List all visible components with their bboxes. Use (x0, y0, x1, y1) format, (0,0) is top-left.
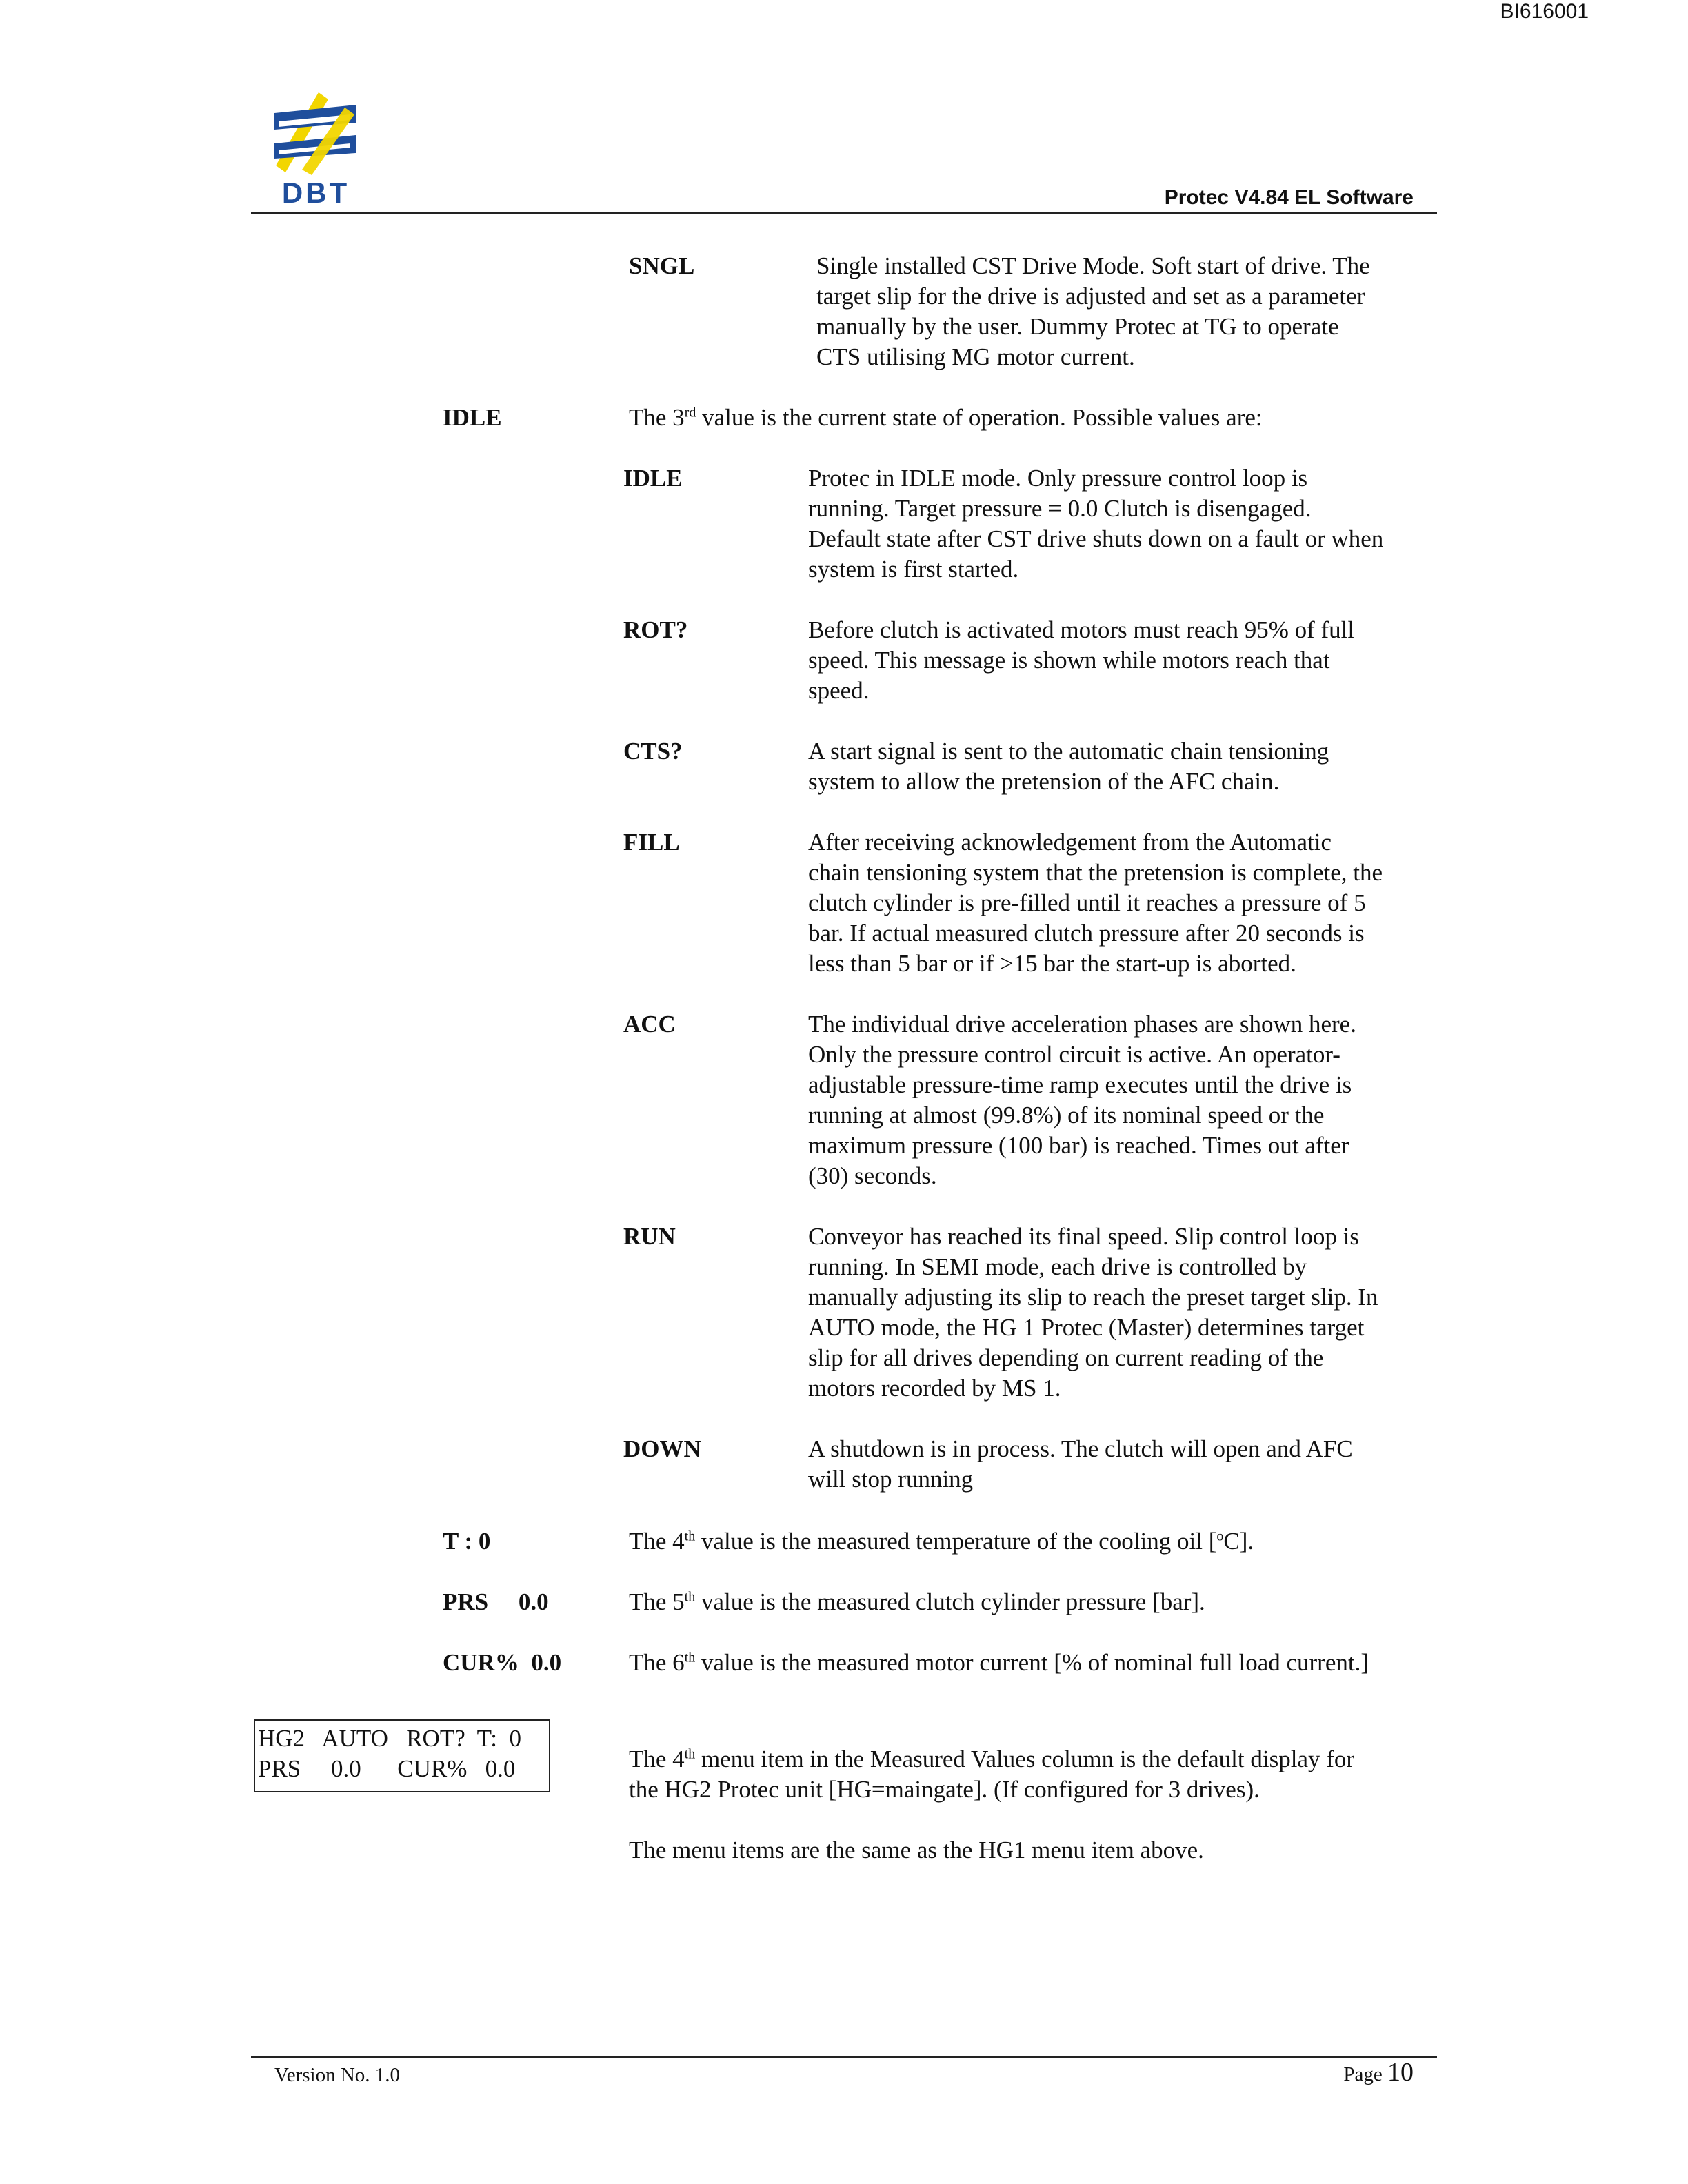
term-run: RUN (623, 1223, 676, 1250)
hg2-display-box (254, 1719, 550, 1792)
menu-item-description: The 4th menu item in the Measured Values column is the default display for the HG2 Protec unit [HG=maingate]. (If configured for 3 drives). (629, 1746, 1355, 1803)
term-sngl: SNGL (629, 252, 695, 279)
dbt-logo-mark (273, 90, 359, 210)
term-temperature: T : 0 (443, 1528, 491, 1555)
dbt-logo (273, 90, 359, 210)
document-title: Protec V4.84 EL Software (1164, 186, 1414, 209)
temperature-description: The 4th value is the measured temperature of the cooling oil [$^o$C]. (629, 1528, 1254, 1555)
cts-description: A start signal is sent to the automatic chain tensioning system to allow the pretension of the AFC chain. (808, 738, 1329, 795)
term-current: CUR% 0.0 (443, 1649, 562, 1676)
footer-rule (251, 2056, 1437, 2058)
term-rot: ROT? (623, 616, 688, 643)
term-idle-field: IDLE (443, 404, 502, 431)
run-description: Conveyor has reached its final speed. Slip control loop is running. In SEMI mode, each drive is controlled by manually adjusting its slip to reach the preset target slip. In AUTO mode, the HG 1 Protec (Master) determines target slip for all drives depending on current reading of the motors recorded by MS 1. (808, 1223, 1378, 1402)
acc-description: The individual drive acceleration phases are shown here. Only the pressure control circuit is active. An operator- adjustable pressure-time ramp executes until the drive is running at almost (99.8%) of its nominal speed or the maximum pressure (100 bar) is reached. Times out after (30) seconds. (808, 1011, 1356, 1189)
idle-description: Protec in IDLE mode. Only pressure control loop is running. Target pressure = 0.0 Clutch is disengaged. Default state after CST drive shuts down on a fault or when system is first started. (808, 465, 1384, 583)
down-description: A shutdown is in process. The clutch will open and AFC will stop running (808, 1435, 1353, 1493)
page-number: Page 10 (1343, 2058, 1414, 2087)
rot-description: Before clutch is activated motors must reach 95% of full speed. This message is shown while motors reach that speed. (808, 616, 1355, 704)
fill-description: After receiving acknowledgement from the Automatic chain tensioning system that the pretension is complete, the clutch cylinder is pre-filled until it reaches a pressure of 5 bar. If actual measured clutch pressure after 20 seconds is less than 5 bar or if >15 bar the start-up is aborted. (808, 829, 1383, 977)
menu-note: The menu items are the same as the HG1 menu item above. (629, 1837, 1204, 1863)
term-acc: ACC (623, 1011, 676, 1038)
term-pressure: PRS 0.0 (443, 1588, 549, 1615)
current-description: The 6th value is the measured motor current [% of nominal full load current.] (629, 1649, 1369, 1676)
term-cts: CTS? (623, 738, 683, 765)
term-down: DOWN (623, 1435, 701, 1462)
sngl-description: Single installed CST Drive Mode. Soft start of drive. The target slip for the drive is adjusted and set as a parameter manually by the user. Dummy Protec at TG to operate CTS utilising MG motor current. (816, 252, 1370, 370)
logo-text: DBT (281, 176, 350, 209)
display-line-1: HG2 AUTO ROT? T: 0 (258, 1725, 521, 1752)
idle-field-description: The 3rd value is the current state of operation. Possible values are: (629, 404, 1263, 431)
pressure-description: The 5th value is the measured clutch cylinder pressure [bar]. (629, 1588, 1205, 1615)
term-fill: FILL (623, 829, 680, 856)
document-id: BI616001 (1500, 0, 1589, 23)
version-label: Version No. 1.0 (274, 2064, 401, 2086)
header-rule (251, 212, 1437, 214)
term-idle: IDLE (623, 465, 683, 492)
display-line-2: PRS 0.0 CUR% 0.0 (258, 1755, 516, 1782)
